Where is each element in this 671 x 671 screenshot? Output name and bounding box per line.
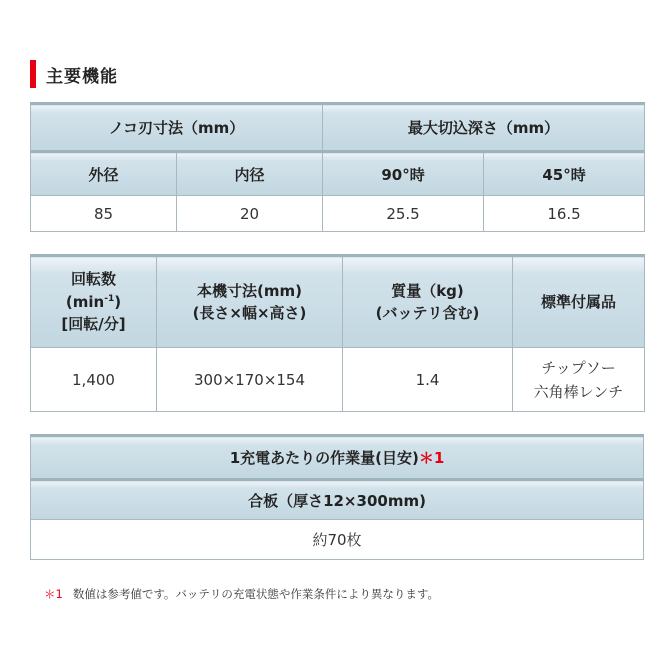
spec-table [30,254,645,412]
depth-45-header: 45°時 [484,152,645,196]
inner-diameter-value: 20 [177,196,323,232]
work-amount-table [30,434,644,560]
depth-45-value: 16.5 [484,196,645,232]
outer-diameter-value: 85 [31,196,177,232]
footnote-text: 数値は参考値です。バッテリの充電状態や作業条件により異なります。 [72,587,439,601]
work-amount-value: 約70枚 [31,520,644,560]
depth-90-header: 90°時 [323,152,484,196]
plywood-header: 合板（厚さ12×300mm) [31,480,644,520]
accessories-value: チップソー 六角棒レンチ [513,348,645,412]
section-title-text: 主要機能 [46,66,118,87]
blade-size-header: ノコ刃寸法（mm） [31,104,323,152]
section-title [30,60,118,88]
blade-depth-table [30,102,645,232]
accessories-header: 標準付属品 [513,256,645,348]
max-cut-depth-header: 最大切込深さ（mm） [323,104,645,152]
rpm-value: 1,400 [31,348,157,412]
inner-diameter-header: 内径 [177,152,323,196]
depth-90-value: 25.5 [323,196,484,232]
weight-header: 質量（kg) (バッテリ含む) [343,256,513,348]
work-amount-header: 1充電あたりの作業量(目安)＊1 [31,436,644,480]
footnote-mark: ＊1 [418,449,445,467]
outer-diameter-header: 外径 [31,152,177,196]
dimensions-header: 本機寸法(mm) (長さ×幅×高さ) [157,256,343,348]
weight-value: 1.4 [343,348,513,412]
rpm-header: 回転数 $(\min^{-1})$ [回転/分] [31,256,157,348]
title-accent-bar [30,60,36,88]
footnote-note-mark: ＊1 [44,587,63,601]
footnote [44,586,439,602]
dimensions-value: 300×170×154 [157,348,343,412]
